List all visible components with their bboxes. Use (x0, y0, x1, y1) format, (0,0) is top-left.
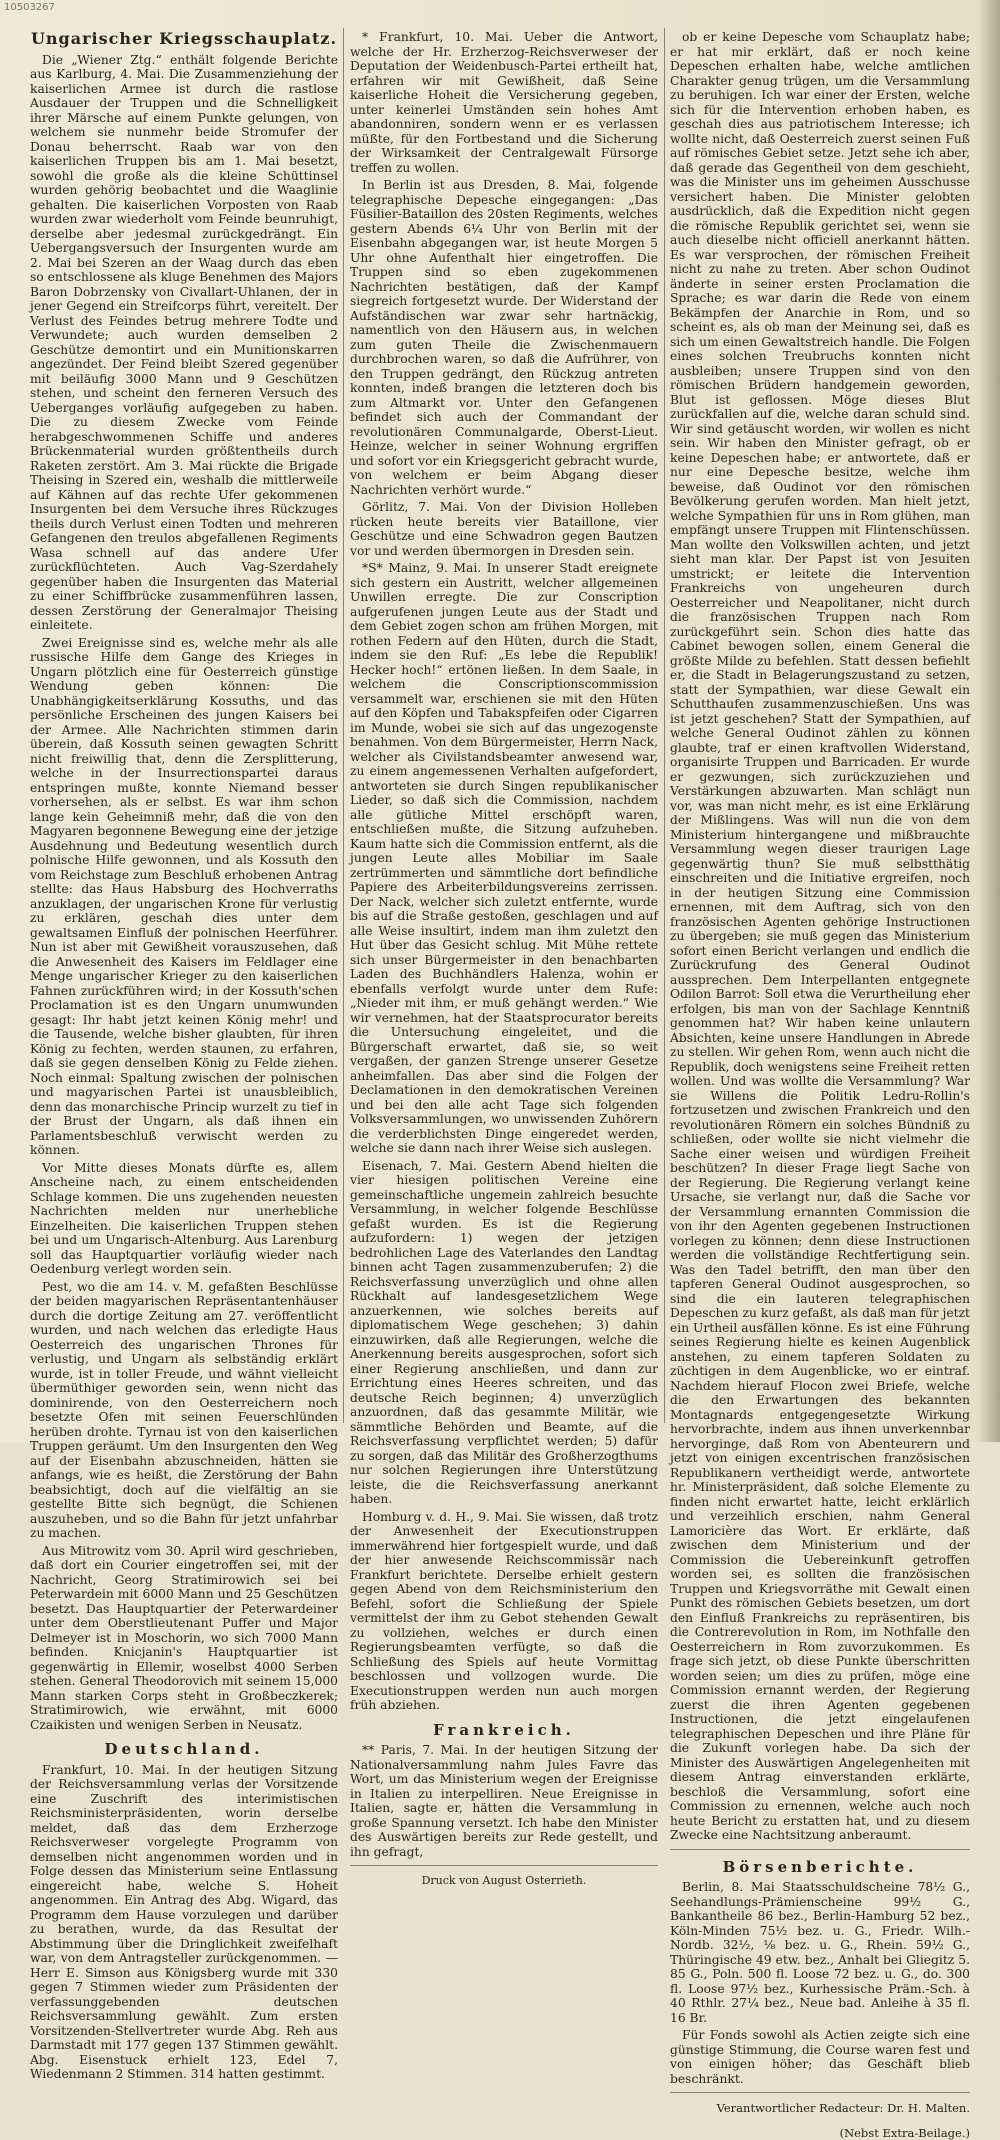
divider (670, 1849, 970, 1850)
article-paragraph: Die „Wiener Ztg.“ enthält folgende Berichte aus Karlburg, 4. Mai. Die Zusammenziehung der kaiserlichen Armee ist durch die rastlose Ausdauer der Truppen und die Schnelligkeit ihrer Märsche auf einem Punkte gelungen, von welchem sie nunmehr beide Stromufer der Donau beherrscht. Raab war von den kaiserlichen Truppen bis am 1. Mai besetzt, sowohl die große als die kleine Schüttinsel wurden gehörig beobachtet und die Waaglinie gehalten. Die kaiserlichen Vorposten von Raab wurden zwar wiederholt vom Feinde beunruhigt, derselbe aber jedesmal zurückgedrängt. Ein Uebergangsversuch der Insurgenten wurde am 2. Mai bei Szeren an der Waag durch das eben so entschlossene als kluge Benehmen des Majors Baron Dobrzensky von Civallart-Uhlanen, der in jener Gegend ein Streifcorps führt, vereitelt. Der Verlust des Feindes betrug mehrere Todte und Verwundete; auch wurden demselben 2 Geschütze demontirt und ein Munitionskarren angezündet. Der Feind bleibt Szered gegenüber mit beiläufig 3000 Mann und 9 Geschützen stehen, und scheint den ferneren Versuch des Ueberganges vorläufig aufgegeben zu haben. Die zu diesem Zwecke vom Feinde herabgeschwommenen Schiffe und anderes Brückenmaterial wurden größtentheils durch Raketen zerstört. Am 3. Mai rückte die Brigade Theising in Szered ein, weshalb die mittlerweile auf Kähnen auf das rechte Ufer gekommenen Insurgenten bei dem Versuche ihres Rückzuges theils durch Verlust einen Todten und mehreren Gefangenen den treulos abgefallenen Regiments Wasa schnell auf das andere Ufer zurückflüchteten. Auch Vag-Szerdahely gegenüber haben die Insurgenten das Material zu einer Schiffbrücke zusammenführen lassen, dessen Zerstörung der Generalmajor Theising einleitete. (30, 53, 338, 633)
article-paragraph: Görlitz, 7. Mai. Von der Division Holleben rücken heute bereits vier Bataillone, vier Geschütze und eine Schwadron gegen Bautzen vor und werden übermorgen in Dresden sein. (350, 500, 658, 558)
market-report: Für Fonds sowohl als Actien zeigte sich eine günstige Stimmung, die Course waren fest und von einigen höher; das Geschäft blieb beschränkt. (670, 2028, 970, 2086)
article-paragraph: * Frankfurt, 10. Mai. Ueber die Antwort, welche der Hr. Erzherzog-Reichsverweser der Deputation der Weidenbusch-Partei ertheilt hat, erfahren wir mit Gewißheit, daß Seine kaiserliche Hoheit die Versicherung gegeben, unter keinerlei Umständen sein hohes Amt abandonniren, sondern wenn er es verlassen müßte, für den Fortbestand und die Sicherung der Wirksamkeit der Centralgewalt Fürsorge treffen zu wollen. (350, 30, 658, 175)
divider (350, 1865, 658, 1866)
column-rule (343, 28, 344, 1423)
editor-line: Verantwortlicher Redacteur: Dr. H. Malten. (670, 2101, 970, 2116)
article-paragraph: Eisenach, 7. Mai. Gestern Abend hielten die vier hiesigen politischen Vereine eine gemeinschaftliche ungemein zahlreich besuchte Versammlung, in welcher folgende Beschlüsse gefaßt wurden. Es ist die Regierung aufzufordern: 1) wegen der jetzigen bedrohlichen Lage des Vaterlandes den Landtag binnen acht Tagen zusammenzuberufen; 2) die Reichsverfassung unverzüglich und ohne allen Rückhalt auf landesgesetzlichem Wege anzuerkennen, wie solches bereits auf diplomatischem Wege geschehen; 3) dahin einzuwirken, daß alle Regierungen, welche die Anerkennung bereits ausgesprochen, sofort sich einer Regierung anschließen, und dann zur Errichtung eines Heeres schreiten, und das deutsche Reich beginnen; 4) unverzüglich anzuordnen, daß das gesammte Militär, wie sämmtliche Behörden und Beamte, auf die Reichsverfassung verpflichtet werden; 5) dafür zu sorgen, daß das Militär des Großherzogthums nur solchen Regierungen ihre Unterstützung leiste, die die Reichsverfassung anerkannt haben. (350, 1159, 658, 1507)
article-paragraph: ** Paris, 7. Mai. In der heutigen Sitzung der Nationalversammlung nahm Jules Favre das Wort, um das Ministerium wegen der Ereignisse in Italien zu interpelliren. Neue Ereignisse in Italien, sagte er, hätten die Versammlung in große Spannung versetzt. Ich habe den Minister des Auswärtigen bereits zur Rede gestellt, und ihn gefragt, (350, 1743, 658, 1859)
supplement-note: (Nebst Extra-Beilage.) (670, 2126, 970, 2140)
article-paragraph: Pest, wo die am 14. v. M. gefaßten Beschlüsse der beiden magyarischen Repräsentantenhäuser durch die dortige Zeitung am 27. veröffentlicht wurden, und nach welchen das erledigte Haus Oesterreich des ungarischen Thrones für verlustig, und Ungarn als selbständig erklärt wurde, ist in toller Freude, und wähnt vielleicht übermüthiger geworden sein, wenn nicht das dominirende, von den Oesterreichern noch besetzte Ofen mit seinen Feuerschlünden herüben drohte. Tyrnau ist von den kaiserlichen Truppen geräumt. Um den Insurgenten den Weg auf der Eisenbahn abzuschneiden, hätten sie anfangs, wie es heißt, die Zerstörung der Bahn beabsichtigt, doch auf die vielfältig an sie gestellte Bitte sich begnügt, die Schienen auszuheben, und so die Bahn für jetzt unfahrbar zu machen. (30, 1280, 338, 1541)
section-heading-boerse: Börsenberichte. (670, 1860, 970, 1875)
article-paragraph: Homburg v. d. H., 9. Mai. Sie wissen, daß trotz der Anwesenheit der Executionstruppen immerwährend hier fortgespielt wurde, und daß der hier anwesende Reichscommissär nach Frankfurt berichtete. Derselbe erhielt gestern gegen Abend von dem Reichsministerium den Befehl, sofort die Schließung der Spiele vermittelst der ihm zu Gebot stehenden Gewalt zu vollziehen, welches er durch einen Regierungsbeamten verfügte, so daß die Schließung des Spiels auf heute Vormittag beschlossen und vollzogen wurde. Die Executionstruppen werden nun auch morgen früh abziehen. (350, 1510, 658, 1713)
printer-line: Druck von August Osterrieth. (350, 1874, 658, 1889)
article-paragraph: Frankfurt, 10. Mai. In der heutigen Sitzung der Reichsversammlung verlas der Vorsitzende eine Zuschrift des interimistischen Reichsministerpräsidenten, worin derselbe meldet, daß das dem Erzherzoge Reichsverweser vorgelegte Programm von demselben nicht angenommen worden und in Folge dessen das Ministerium seine Entlassung eingereicht habe, welche S. Hoheit angenommen. Ein Antrag des Abg. Wigard, das Programm dem Hause vorzulegen und darüber zu berathen, wurde, da das Resultat der Abstimmung über die Dringlichkeit zweifelhaft war, von dem Antragsteller zurückgenommen. — Herr E. Simson aus Königsberg wurde mit 330 gegen 7 Stimmen wieder zum Präsidenten der verfassunggebenden deutschen Reichsversammlung gewählt. Zum ersten Vorsitzenden-Stellvertreter wurde Abg. Reh aus Darmstadt mit 177 gegen 137 Stimmen gewählt. Abg. Eisenstuck erhielt 123, Edel 7, Wiedenmann 2 Stimmen. 314 hatten gestimmt. (30, 1763, 338, 2082)
page-edge-shadow (978, 0, 1000, 1442)
market-report: Berlin, 8. Mai Staatsschuldscheine 78½ G., Seehandlungs-Prämienscheine 99½ G., Bankantheile 86 bez., Berlin-Hamburg 52 bez., Köln-Minden 75½ bez. u. G., Friedr. Wilh.-Nordb. 32½, ⅛ bez. u. G., Rhein. 59½ G., Thüringische 49 etw. bez., Anhalt bei Gliegitz 5. 85 G., Poln. 500 fl. Loose 72 bez. u. G., do. 300 fl. Loose 97½ bez., Kurhessische Präm.-Sch. à 40 Rthlr. 27¼ bez., Neue bad. Anleihe à 35 fl. 16 Br. (670, 1880, 970, 2025)
column-2 (350, 30, 658, 1425)
section-heading-hungary: Ungarischer Kriegsschauplatz. (30, 32, 338, 47)
column-rule (664, 28, 665, 1423)
article-paragraph: In Berlin ist aus Dresden, 8. Mai, folgende telegraphische Depesche eingegangen: „Das Füsilier-Bataillon des 20sten Regiments, welches gestern Abends 6¼ Uhr von Berlin mit der Eisenbahn abgegangen war, ist heute Morgen 5 Uhr ohne Aufenthalt hier eingetroffen. Die Truppen sind so eben zugekommenen Nachrichten bestätigen, daß der Kampf siegreich fortgesetzt wurde. Der Widerstand der Aufständischen war zwar sehr hartnäckig, namentlich von den Häusern aus, in welchen zum guten Theile die Zwischenmauern durchbrochen waren, so daß die Aufrührer, von den Truppen gedrängt, den Rückzug antreten konnten, indeß brangen die letzteren doch bis zum Altmarkt vor. Unter den Gefangenen befindet sich auch der Commandant der revolutionären Communalgarde, Oberst-Lieut. Heinze, welcher in seiner Wohnung ergriffen und sofort vor ein Kriegsgericht gebracht wurde, von welchem er beim Abgang dieser Nachrichten verhört wurde.“ (350, 178, 658, 497)
article-paragraph: Zwei Ereignisse sind es, welche mehr als alle russische Hilfe dem Gange des Krieges in Ungarn plötzlich eine für Oesterreich günstige Wendung geben können: Die Unabhängigkeitserklärung Kossuths, und das persönliche Erscheinen des jungen Kaisers bei der Armee. Alle Nachrichten stimmen darin überein, daß Kossuth seinen gewagten Schritt nicht freiwillig that, denn die Zersplitterung, welche in der Insurrectionspartei daraus entspringen mußte, konnte Niemand besser vorhersehen, als er selbst. Es war ihm schon lange kein Geheimniß mehr, daß die von den Magyaren begonnene Bewegung eine der jetzige Ausdehnung und Bedeutung wesentlich durch polnische Hilfe gewonnen, und als Kossuth den vom Reichstage zum Beschluß erhobenen Antrag stellte: das Haus Habsburg des Hochverraths anzuklagen, der ungarischen Krone für verlustig zu erklären, geschah dies unter dem gewaltsamen Einfluß der polnischen Heerführer. Nun ist aber mit Gewißheit vorauszusehen, daß die Anwesenheit des Kaisers im Feldlager eine Menge ungarischer Krieger zu den kaiserlichen Fahnen zurückführen wird; in der Kossuth'schen Proclamation ist es den Ungarn unumwunden gesagt: Ihr habt jetzt keinen König mehr! und die Tausende, welche bisher glaubten, für ihren König zu fechten, werden staunen, zu erfahren, daß sie gegen denselben König zu Felde ziehen. Noch einmal: Spaltung zwischen der polnischen und magyarischen Partei ist unausbleiblich, denn das monarchische Princip wurzelt zu tief in der Brust der Ungarn, als daß ihnen ein Parlamentsbeschluß verwischt werden zu können. (30, 636, 338, 1158)
article-paragraph: *S* Mainz, 9. Mai. In unserer Stadt ereignete sich gestern ein Austritt, welcher allgemeinen Unwillen erregte. Die zur Conscription aufgerufenen jungen Leute aus der Stadt und dem Gebiet zogen schon am frühen Morgen, mit rothen Federn auf den Hüten, durch die Stadt, indem sie den Ruf: „Es lebe die Republik! Hecker hoch!“ ertönen ließen. In dem Saale, in welchem die Conscriptionscommission versammelt war, erschienen sie mit den Hüten auf den Köpfen und Tabakspfeifen oder Cigarren im Munde, wobei sie sich auf das ungezogenste benahmen. Von dem Bürgermeister, Herrn Nack, welcher als Civilstandsbeamter anwesend war, zu einem angemessenen Verhalten aufgefordert, antworteten sie durch Singen republikanischer Lieder, so daß sich die Commission, nachdem alle gütliche Mittel erschöpft waren, entschließen mußte, die Sitzung aufzuheben. Kaum hatte sich die Commission entfernt, als die jungen Leute alles Mobiliar im Saale zertrümmerten und sämmtliche dort befindliche Papiere des Arbeiterbildungsvereins zerrissen. Der Nack, welcher sich zuletzt entfernte, wurde bis auf die Straße gestoßen, geschlagen und auf alle Weise insultirt, indem man ihm zuletzt den Hut über das Gesicht schlug. Mit Mühe rettete sich unser Bürgermeister in den benachbarten Laden des Buchhändlers Halenza, wohin er ebenfalls verfolgt wurde unter dem Rufe: „Nieder mit ihm, er muß gehängt werden.“ Wie wir vernehmen, hat der Staatsprocurator bereits die Untersuchung eingeleitet, und die Bürgerschaft erwartet, daß sie, so weit vergaßen, der ganzen Strenge unserer Gesetze anheimfallen. Das aber sind die Folgen der Declamationen in den demokratischen Vereinen und bei den alle acht Tage sich folgenden Volksversammlungen, wo unwissenden Zuhörern die verderblichsten Dinge eingeredet werden, welche sie dann nach ihrer Weise sich auslegen. (350, 561, 658, 1156)
section-heading-france: Frankreich. (350, 1723, 658, 1738)
article-paragraph: Vor Mitte dieses Monats dürfte es, allem Anscheine nach, zu einem entscheidenden Schlage kommen. Die uns zugehenden neuesten Nachrichten melden nur unerhebliche Einzelheiten. Die kaiserlichen Truppen stehen bei und um Ungarisch-Altenburg. Aus Larenburg soll das Hauptquartier vorläufig wieder nach Oedenburg verlegt worden sein. (30, 1161, 338, 1277)
section-heading-germany: Deutschland. (30, 1742, 338, 1757)
divider (670, 2092, 970, 2093)
article-paragraph: ob er keine Depesche vom Schauplatz habe; er hat mir erklärt, daß er noch keine Depeschen erhalten habe, welche amtlichen Charakter genug trügen, um die Versammlung zu beruhigen. Ich war einer der Ersten, welche sich für die Intervention erhoben haben, es geschah dies aus patriotischem Interesse; ich wollte nicht, daß Oesterreich zuerst seinen Fuß auf römisches Gebiet setze. Jetzt sehe ich aber, daß gerade das Gegentheil von dem geschieht, was die Minister uns im geheimen Ausschusse versichert haben. Die Minister gelobten ausdrücklich, daß die Expedition nicht gegen die römische Republik gerichtet sei, wenn sie auch dieselbe nicht officiell anerkannt hätten. Es war versprochen, der römischen Freiheit nicht zu nahe zu treten. Aber schon Oudinot änderte in seiner ersten Proclamation die Sprache; es war darin die Rede von einem Bekämpfen der Anarchie in Rom, und so scheint es, als ob man der Meinung sei, daß es sich um einen Gewaltstreich handle. Die Folgen eines solchen Treubruchs konnten nicht ausbleiben; unsere Truppen sind von den römischen Brüdern handgemein geworden, Blut ist geflossen. Möge dieses Blut zurückfallen auf die, welche daran schuld sind. Wir sind getäuscht worden, wir wollen es nicht sein. Wir haben den Minister gefragt, ob er keine Depeschen habe; er antwortete, daß er nur eine Depesche besitze, welche ihm beweise, daß Oudinot vor den römischen Bevölkerung gerufen worden. Man hielt jetzt, welche Sympathien für uns in Rom glühen, man empfängt unsere Truppen mit Flintenschüssen. Man wollte den Volkswillen achten, und jetzt sieht man klar. Der Papst ist von Jesuiten umstrickt; er leitete die Intervention Frankreichs von ungeheuren durch Oesterreicher und Neapolitaner, nicht durch die französischen Truppen nach Rom zurückgeführt sein. Schon dies hatte das Cabinet bewogen sollen, einem General die größte Milde zu befehlen. Statt dessen befiehlt er, die Stadt in Belagerungszustand zu setzen, statt der Sympathien, war diese Gewalt ein Schutthaufen zusammenzuschießen. Uns was ist jetzt geschehen? Statt der Sympathien, auf welche General Oudinot zählen zu können glaubte, traf er einen kraftvollen Widerstand, organisirte Truppen und Barricaden. Er wurde er gezwungen, sich zurückzuziehen und Verstärkungen abzuwarten. Man schlägt nun vor, was man nicht mehr, es ist eine Erklärung der Mißlingens. Was will nun die von dem Ministerium hintergangene und mißbrauchte Versammlung wegen dieser traurigen Lage gegenwärtig thun? Sie muß selbstthätig einschreiten und die Initiative ergreifen, noch in der heutigen Sitzung eine Commission ernennen, mit dem Auftrag, sich von den französischen Agenten gehörige Instructionen zu übergeben; sie muß gegen das Ministerium sofort einen Bericht verlangen und endlich die Zurückrufung des General Oudinot aussprechen. Dem Interpellanten entgegnete Odilon Barrot: Soll etwa die Verurtheilung eher erfolgen, bis man von der Sachlage Kenntniß genommen hat? Wir haben keine unlautern Absichten, keine unsere Handlungen in Abrede zu stellen. Wir gehen Rom, wenn auch nicht die Republik, doch wenigstens seine Freiheit retten wollen. Und was wollte die Versammlung? War sie Willens die Politik Ledru-Rollin's fortzusetzen und zwischen Frankreich und den revolutionären Römern ein solches Bündniß zu schließen, oder wollte sie nicht vielmehr die Sache einer weisen und würdigen Freiheit beschützen? In dieser Frage liegt Sache von der Regierung. Die Regierung verlangt keine Ursache, sie verlangt nur, daß die Sache vor der Versammlung ernannten Commission die von ihr den Agenten gegebenen Instructionen vorlegen zu können; denn diese Instructionen werden die vollständige Rechtfertigung sein. Was den Tadel betrifft, den man über den tapferen General Oudinot ausgesprochen, so sind die ein lauteren telegraphischen Depeschen zu kurz gefaßt, als daß man für jetzt ein Urtheil ausfällen könne. Es ist eine Führung seines Regierung hielte es keinen Augenblick anstehen, zu einem tapferen Soldaten zu züchtigen in dem Augenblicke, wo er eintraf. Nachdem hierauf Flocon zwei Briefe, welche die den Erwartungen des bekannten Montagnards entgegengesetzte Wirkung hervorbrachte, indem aus ihnen unverkennbar hervorginge, daß Rom von Abenteurern und jetzt von einigen excentrischen französischen Republikanern vertheidigt werde, antwortete hr. Ministerpräsident, daß solche Elemente zu finden nicht erwartet hatte, leicht erklärlich und verzeihlich erschien, nahm General Lamoricière das Wort. Er erklärte, daß zwischen dem Ministerium und der Commission die Uebereinkunft getroffen worden sei, es sollten die französischen Truppen und Kriegsvorräthe mit Gewalt einen Punkt des römischen Gebiets besetzen, um dort den Einfluß Frankreichs zu repräsentiren, bis die Contrerevolution in Rom, im Nothfalle den Oesterreichern in Rom zuvorzukommen. Es frage sich jetzt, ob diese Punkte überschritten worden seien; um dies zu prüfen, möge eine Commission ernannt werden, der Regierung zuerst die ihren Agenten gegebenen Instructionen, die jetzt eingelaufenen telegraphischen Depeschen und ihre Pläne für die Zukunft vorlegen habe. Da sich der Minister des Auswärtigen Angelegenheiten mit diesem Antrag einverstanden erklärte, beschloß die Versammlung, sofort eine Commission zu ernennen, welche auch noch heute Bericht zu erstatten hat, und zu diesem Zwecke eine Nachtsitzung anberaumt. (670, 30, 970, 1843)
column-3 (670, 30, 970, 1425)
scan-id: 10503267 (4, 2, 55, 13)
column-1 (30, 30, 338, 1425)
article-paragraph: Aus Mitrowitz vom 30. April wird geschrieben, daß dort ein Courier eingetroffen sei, mit der Nachricht, Georg Stratimirowich sei bei Peterwardein mit 6000 Mann und 25 Geschützen besetzt. Das Hauptquartier der Peterwardeiner unter dem Oberstlieutenant Puffer und Major Delmeyer ist in Moschorin, wo sich 7000 Mann befinden. Knicjanin's Hauptquartier ist gegenwärtig in Ellemir, woselbst 4000 Serben stehen. General Theodorovich mit seinem 15,000 Mann starken Corps steht in Großbeczkerek; Stratimirowich, wie erwähnt, mit 6000 Czaikisten und wenigen Serben in Neusatz. (30, 1544, 338, 1733)
